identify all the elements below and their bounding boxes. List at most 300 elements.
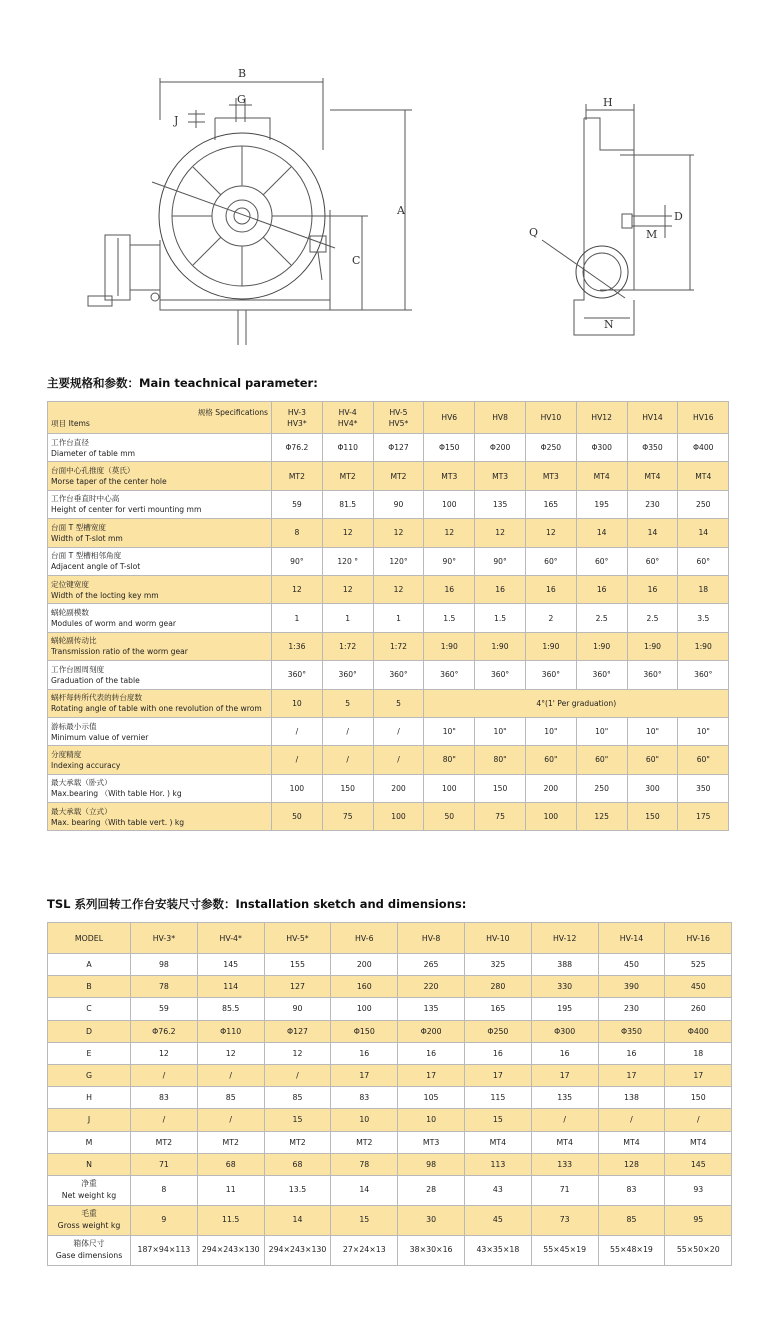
row-label: 箱体尺寸 xyxy=(73,1239,105,1249)
model-name: HV12 xyxy=(591,413,612,422)
row-label: B xyxy=(86,982,92,992)
value-cell: 85 xyxy=(598,1205,665,1235)
value-cell: Φ350 xyxy=(627,434,678,462)
label-d: D xyxy=(674,210,683,223)
value-cell: 105 xyxy=(398,1087,465,1109)
value-cell: / xyxy=(197,1064,264,1086)
row-label-cell xyxy=(48,1131,131,1153)
drawing-labels xyxy=(173,67,683,331)
value-cell: 150 xyxy=(665,1087,732,1109)
label-h: H xyxy=(603,96,613,109)
value-cell: 14 xyxy=(627,519,678,547)
value-cell: 83 xyxy=(131,1087,198,1109)
value-cell: 60° xyxy=(525,547,576,575)
value-cell: 294×243×130 xyxy=(264,1235,331,1265)
value-cell: 155 xyxy=(264,954,331,976)
row-label-cell xyxy=(48,954,131,976)
row-label-en: Transmission ratio of the worm gear xyxy=(51,647,188,657)
row-label-cn: 最大承载（卧式） xyxy=(51,778,112,788)
value-cell: 300 xyxy=(627,774,678,802)
value-cell: 200 xyxy=(331,954,398,976)
value-cell: 125 xyxy=(576,803,627,831)
value-cell: MT3 xyxy=(525,462,576,490)
value-cell: 15 xyxy=(331,1205,398,1235)
row-label-en: Graduation of the table xyxy=(51,675,140,685)
value-cell: 43×35×18 xyxy=(464,1235,531,1265)
label-q: Q xyxy=(529,226,539,239)
value-cell: 1:90 xyxy=(576,632,627,660)
value-cell: 1:72 xyxy=(373,632,424,660)
value-cell: 325 xyxy=(464,954,531,976)
value-cell: 113 xyxy=(464,1153,531,1175)
table-row xyxy=(48,803,729,831)
value-cell: 17 xyxy=(531,1064,598,1086)
value-cell: 83 xyxy=(331,1087,398,1109)
value-cell: 12 xyxy=(197,1042,264,1064)
value-cell: / xyxy=(322,717,373,745)
row-label-en: Max.bearing （With table Hor. ) kg xyxy=(51,789,182,799)
value-cell: 3.5 xyxy=(678,604,729,632)
value-cell: 78 xyxy=(331,1153,398,1175)
row-label: M xyxy=(85,1137,93,1147)
row-label-en: Net weight kg xyxy=(61,1191,117,1201)
value-cell: / xyxy=(373,717,424,745)
value-cell: MT2 xyxy=(322,462,373,490)
value-cell: 1:90 xyxy=(678,632,729,660)
value-cell: 360° xyxy=(627,661,678,689)
model-header-cell xyxy=(373,402,424,434)
value-cell: 90° xyxy=(475,547,526,575)
value-cell: MT2 xyxy=(272,462,323,490)
value-cell: Φ76.2 xyxy=(272,434,323,462)
value-cell: 10" xyxy=(424,717,475,745)
value-cell: 18 xyxy=(665,1042,732,1064)
table-row xyxy=(48,490,729,518)
value-cell: MT2 xyxy=(373,462,424,490)
row-label-cn: 分度精度 xyxy=(51,749,82,759)
value-cell: 1.5 xyxy=(475,604,526,632)
value-cell: MT4 xyxy=(598,1131,665,1153)
value-cell: MT4 xyxy=(531,1131,598,1153)
value-cell: Φ250 xyxy=(525,434,576,462)
value-cell: Φ400 xyxy=(665,1020,732,1042)
value-cell: 100 xyxy=(373,803,424,831)
value-cell: 100 xyxy=(424,490,475,518)
value-cell: 175 xyxy=(678,803,729,831)
value-cell: 55×48×19 xyxy=(598,1235,665,1265)
value-cell: 280 xyxy=(464,976,531,998)
value-cell: 93 xyxy=(665,1175,732,1205)
row-label-cell xyxy=(48,1205,131,1235)
row-label-cell xyxy=(48,1064,131,1086)
value-cell: 133 xyxy=(531,1153,598,1175)
row-label-en: Adjacent angle of T-slot xyxy=(51,562,141,572)
value-cell: 14 xyxy=(678,519,729,547)
row-label-cn: 工作台直径 xyxy=(51,437,89,447)
row-label-cell xyxy=(48,689,272,717)
value-cell: 135 xyxy=(398,998,465,1020)
value-cell: 28 xyxy=(398,1175,465,1205)
model-alt-name: HV3* xyxy=(287,418,307,428)
value-cell: 10" xyxy=(525,717,576,745)
row-label-cell xyxy=(48,803,272,831)
model-header-cell: HV-5* xyxy=(264,923,331,954)
model-name: HV14 xyxy=(642,413,663,422)
row-label-cell xyxy=(48,490,272,518)
model-name: HV6 xyxy=(441,413,458,422)
value-cell: 90° xyxy=(424,547,475,575)
value-cell: 16 xyxy=(398,1042,465,1064)
header-corner-cell xyxy=(48,402,272,434)
items-label: 项目 Items xyxy=(51,418,90,428)
value-cell: 14 xyxy=(576,519,627,547)
value-cell: 80" xyxy=(424,746,475,774)
value-cell: Φ300 xyxy=(531,1020,598,1042)
value-cell: 1:90 xyxy=(424,632,475,660)
value-cell: / xyxy=(197,1109,264,1131)
value-cell: 55×45×19 xyxy=(531,1235,598,1265)
value-cell: 80" xyxy=(475,746,526,774)
row-label-en: Height of center for verti mounting mm xyxy=(51,505,202,515)
value-cell: 1.5 xyxy=(424,604,475,632)
value-cell: 60" xyxy=(678,746,729,774)
value-cell: 55×50×20 xyxy=(665,1235,732,1265)
model-alt-name: HV5* xyxy=(388,418,409,428)
row-label: J xyxy=(87,1115,91,1125)
value-cell: 360° xyxy=(424,661,475,689)
value-cell: 127 xyxy=(264,976,331,998)
value-cell: Φ150 xyxy=(331,1020,398,1042)
value-cell: 60" xyxy=(627,746,678,774)
row-label-en: Rotating angle of table with one revolution of the wrom xyxy=(51,704,262,714)
value-cell: 50 xyxy=(272,803,323,831)
row-label-en: Modules of worm and worm gear xyxy=(51,619,176,629)
value-cell: 18 xyxy=(678,575,729,603)
row-label-cn: 台面中心孔推度（莫氏） xyxy=(51,466,135,476)
value-cell: / xyxy=(264,1064,331,1086)
row-label-cell xyxy=(48,575,272,603)
value-cell: 1 xyxy=(322,604,373,632)
value-cell: 8 xyxy=(272,519,323,547)
value-cell: 43 xyxy=(464,1175,531,1205)
row-label: E xyxy=(86,1048,92,1058)
value-cell: 30 xyxy=(398,1205,465,1235)
value-cell: 360° xyxy=(678,661,729,689)
row-label-cell xyxy=(48,462,272,490)
front-view xyxy=(88,78,412,345)
value-cell: 50 xyxy=(424,803,475,831)
installation-dimensions-table xyxy=(47,922,732,1266)
row-label: G xyxy=(85,1071,93,1081)
value-cell: 260 xyxy=(665,998,732,1020)
value-cell: / xyxy=(131,1064,198,1086)
row-label-cell xyxy=(48,998,131,1020)
table-row xyxy=(48,1131,732,1153)
table-header-row xyxy=(48,923,732,954)
value-cell: 1:36 xyxy=(272,632,323,660)
row-label-cell xyxy=(48,1109,131,1131)
value-cell: 388 xyxy=(531,954,598,976)
table-row xyxy=(48,746,729,774)
table-row xyxy=(48,632,729,660)
section1-title: 主要规格和参数：Main teachnical parameter: xyxy=(47,376,318,390)
row-label-cn: 最大承载（立式） xyxy=(51,806,112,816)
table-row xyxy=(48,717,729,745)
model-name: HV-3 xyxy=(287,407,306,417)
model-name: HV8 xyxy=(492,413,508,422)
row-label-cell xyxy=(48,976,131,998)
value-cell: 16 xyxy=(576,575,627,603)
model-header-cell xyxy=(475,402,526,434)
value-cell: 27×24×13 xyxy=(331,1235,398,1265)
value-cell: 98 xyxy=(131,954,198,976)
row-label-cell xyxy=(48,1020,131,1042)
value-cell: 250 xyxy=(576,774,627,802)
value-cell: 15 xyxy=(464,1109,531,1131)
value-cell: Φ400 xyxy=(678,434,729,462)
label-a: A xyxy=(397,204,405,217)
value-cell: MT4 xyxy=(464,1131,531,1153)
value-cell: 12 xyxy=(272,575,323,603)
value-cell: Φ150 xyxy=(424,434,475,462)
value-cell: 60" xyxy=(525,746,576,774)
value-cell: 11 xyxy=(197,1175,264,1205)
value-cell: 75 xyxy=(322,803,373,831)
model-header-cell: HV-14 xyxy=(598,923,665,954)
section2-title: TSL 系列回转工作台安装尺寸参数：Installation sketch and dimensions: xyxy=(47,897,467,911)
row-label-en: Width of T-slot mm xyxy=(51,533,123,543)
value-cell: 10 xyxy=(398,1109,465,1131)
row-label: C xyxy=(86,1004,92,1014)
label-n: N xyxy=(604,318,614,331)
row-label-cn: 蜗轮副传动比 xyxy=(51,636,97,646)
value-cell: 75 xyxy=(475,803,526,831)
row-label-en: Minimum value of vernier xyxy=(51,732,149,742)
row-label-cell xyxy=(48,1153,131,1175)
row-label-cn: 定位键宽度 xyxy=(51,579,89,589)
model-header-cell xyxy=(678,402,729,434)
value-cell: 17 xyxy=(331,1064,398,1086)
model-header-cell xyxy=(272,402,323,434)
table-row xyxy=(48,1042,732,1064)
label-g: G xyxy=(237,93,246,106)
table-row xyxy=(48,575,729,603)
value-cell: 12 xyxy=(322,519,373,547)
value-cell: 60" xyxy=(576,746,627,774)
row-label-cell xyxy=(48,1175,131,1205)
value-cell: 16 xyxy=(424,575,475,603)
value-cell: 10" xyxy=(627,717,678,745)
row-label-cell xyxy=(48,434,272,462)
value-cell: 10" xyxy=(576,717,627,745)
table-row xyxy=(48,1064,732,1086)
value-cell: 1:72 xyxy=(322,632,373,660)
value-cell: 10" xyxy=(475,717,526,745)
merged-value-cell: 4°(1' Per graduation) xyxy=(424,689,729,717)
value-cell: MT4 xyxy=(576,462,627,490)
value-cell: 13.5 xyxy=(264,1175,331,1205)
table-row xyxy=(48,1087,732,1109)
value-cell: 90° xyxy=(272,547,323,575)
value-cell: Φ300 xyxy=(576,434,627,462)
value-cell: Φ200 xyxy=(398,1020,465,1042)
value-cell: 16 xyxy=(531,1042,598,1064)
value-cell: Φ110 xyxy=(322,434,373,462)
row-label-cell xyxy=(48,519,272,547)
value-cell: 220 xyxy=(398,976,465,998)
value-cell: 200 xyxy=(525,774,576,802)
side-view xyxy=(542,104,694,335)
value-cell: 114 xyxy=(197,976,264,998)
value-cell: 160 xyxy=(331,976,398,998)
model-header-cell xyxy=(627,402,678,434)
row-label-cell xyxy=(48,1087,131,1109)
value-cell: 265 xyxy=(398,954,465,976)
value-cell: MT2 xyxy=(264,1131,331,1153)
value-cell: / xyxy=(272,717,323,745)
value-cell: 120 ° xyxy=(322,547,373,575)
row-label: 净重 xyxy=(81,1179,97,1189)
value-cell: 90 xyxy=(373,490,424,518)
row-label-cell xyxy=(48,1042,131,1064)
value-cell: 2.5 xyxy=(576,604,627,632)
value-cell: 85 xyxy=(197,1087,264,1109)
row-label-cell xyxy=(48,661,272,689)
table-row xyxy=(48,1020,732,1042)
value-cell: 360° xyxy=(272,661,323,689)
value-cell: 85 xyxy=(264,1087,331,1109)
table-row xyxy=(48,1109,732,1131)
table-row xyxy=(48,519,729,547)
model-header-cell: HV-6 xyxy=(331,923,398,954)
value-cell: MT3 xyxy=(398,1131,465,1153)
row-label: A xyxy=(86,960,92,970)
value-cell: 14 xyxy=(264,1205,331,1235)
value-cell: 98 xyxy=(398,1153,465,1175)
model-header-cell: HV-3* xyxy=(131,923,198,954)
value-cell: Φ350 xyxy=(598,1020,665,1042)
value-cell: 90 xyxy=(264,998,331,1020)
model-name: HV-5 xyxy=(389,407,408,417)
value-cell: 12 xyxy=(264,1042,331,1064)
value-cell: 68 xyxy=(197,1153,264,1175)
value-cell: 230 xyxy=(598,998,665,1020)
value-cell: Φ250 xyxy=(464,1020,531,1042)
value-cell: 150 xyxy=(475,774,526,802)
value-cell: MT4 xyxy=(665,1131,732,1153)
value-cell: 10 xyxy=(272,689,323,717)
value-cell: 145 xyxy=(197,954,264,976)
value-cell: 78 xyxy=(131,976,198,998)
value-cell: 294×243×130 xyxy=(197,1235,264,1265)
model-header-cell xyxy=(525,402,576,434)
label-b: B xyxy=(238,67,247,80)
value-cell: Φ110 xyxy=(197,1020,264,1042)
value-cell: 11.5 xyxy=(197,1205,264,1235)
table-row xyxy=(48,434,729,462)
technical-parameter-table xyxy=(47,401,729,831)
value-cell: 8 xyxy=(131,1175,198,1205)
row-label-cn: 台面 T 型槽宽度 xyxy=(51,522,107,532)
model-header-cell xyxy=(424,402,475,434)
label-j: J xyxy=(174,114,179,127)
value-cell: 60° xyxy=(678,547,729,575)
value-cell: / xyxy=(272,746,323,774)
model-header-cell: HV-4* xyxy=(197,923,264,954)
row-label: H xyxy=(86,1093,92,1103)
value-cell: 5 xyxy=(373,689,424,717)
value-cell: 2 xyxy=(525,604,576,632)
row-label-cell xyxy=(48,746,272,774)
value-cell: 59 xyxy=(131,998,198,1020)
value-cell: 195 xyxy=(576,490,627,518)
value-cell: 150 xyxy=(627,803,678,831)
value-cell: MT2 xyxy=(331,1131,398,1153)
value-cell: 100 xyxy=(525,803,576,831)
value-cell: 71 xyxy=(131,1153,198,1175)
row-label-cn: 蜗轮副模数 xyxy=(51,608,89,618)
row-label-en: Diameter of table mm xyxy=(51,448,136,458)
value-cell: 16 xyxy=(598,1042,665,1064)
value-cell: 12 xyxy=(475,519,526,547)
table-row xyxy=(48,998,732,1020)
value-cell: 17 xyxy=(665,1064,732,1086)
value-cell: 38×30×16 xyxy=(398,1235,465,1265)
value-cell: 12 xyxy=(424,519,475,547)
value-cell: 165 xyxy=(525,490,576,518)
model-header-cell: HV-16 xyxy=(665,923,732,954)
value-cell: Φ200 xyxy=(475,434,526,462)
value-cell: 135 xyxy=(475,490,526,518)
value-cell: 200 xyxy=(373,774,424,802)
model-header-cell: HV-10 xyxy=(464,923,531,954)
value-cell: 195 xyxy=(531,998,598,1020)
model-header-cell: HV-12 xyxy=(531,923,598,954)
row-label-cell xyxy=(48,632,272,660)
value-cell: 135 xyxy=(531,1087,598,1109)
table-header-row xyxy=(48,402,729,434)
value-cell: 250 xyxy=(678,490,729,518)
model-header-cell xyxy=(576,402,627,434)
value-cell: 16 xyxy=(627,575,678,603)
value-cell: 350 xyxy=(678,774,729,802)
table-row xyxy=(48,1153,732,1175)
model-header-cell xyxy=(322,402,373,434)
value-cell: Φ127 xyxy=(264,1020,331,1042)
value-cell: / xyxy=(322,746,373,774)
model-name: HV16 xyxy=(692,413,714,422)
table-row xyxy=(48,774,729,802)
value-cell: 17 xyxy=(398,1064,465,1086)
value-cell: 360° xyxy=(576,661,627,689)
row-label-en: Gase dimensions xyxy=(55,1251,123,1261)
model-name: HV-4 xyxy=(338,407,357,417)
technical-drawing xyxy=(0,0,780,360)
value-cell: 360° xyxy=(322,661,373,689)
row-label-cell xyxy=(48,774,272,802)
value-cell: 450 xyxy=(598,954,665,976)
value-cell: 150 xyxy=(322,774,373,802)
value-cell: 5 xyxy=(322,689,373,717)
value-cell: 45 xyxy=(464,1205,531,1235)
value-cell: 12 xyxy=(322,575,373,603)
value-cell: 16 xyxy=(475,575,526,603)
table-row xyxy=(48,1205,732,1235)
value-cell: Φ76.2 xyxy=(131,1020,198,1042)
row-label-cell xyxy=(48,604,272,632)
value-cell: 450 xyxy=(665,976,732,998)
value-cell: 71 xyxy=(531,1175,598,1205)
